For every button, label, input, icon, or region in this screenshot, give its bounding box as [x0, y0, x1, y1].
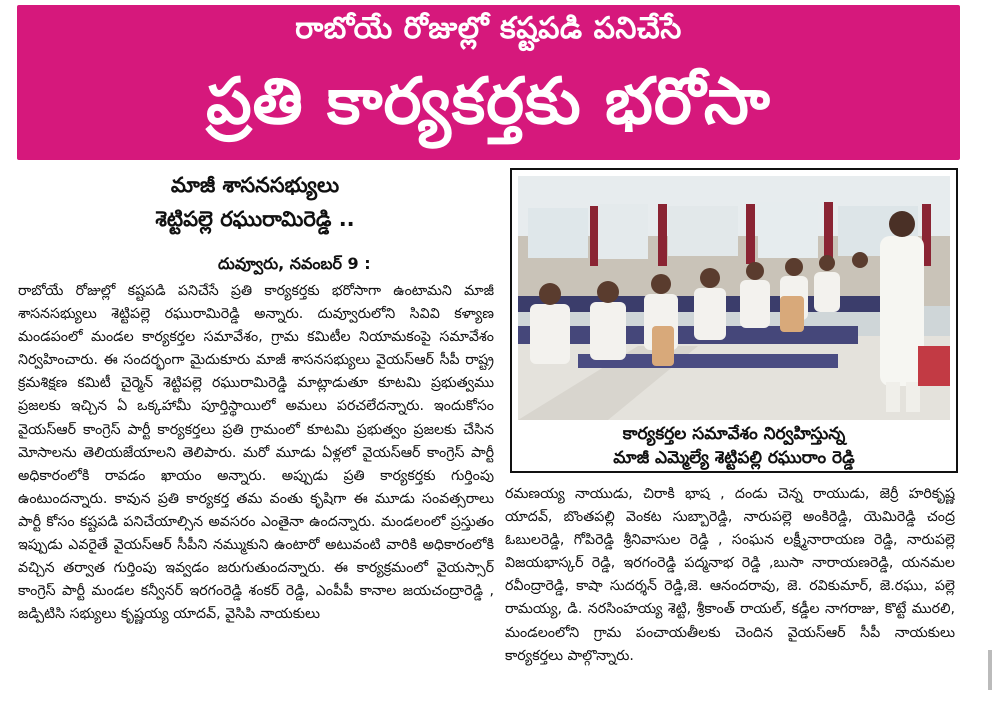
- photo-caption-line-2: మాజీ ఎమ్మెల్యే శెట్టిపల్లి రఘురాం రెడ్డి: [613, 448, 855, 468]
- news-photo-frame: [510, 168, 958, 473]
- dateline: దువ్వూరు, నవంబర్ 9 :: [218, 254, 371, 273]
- headline-kicker: రాబోయే రోజుల్లో కష్టపడి పనిచేసే: [295, 11, 682, 46]
- byline-line-2: శెట్టిపల్లె రఘురామిరెడ్డి ..: [155, 207, 355, 231]
- article-paragraph-left: రాబోయే రోజుల్లో కష్టపడి పనిచేసే ప్రతి కార్యకర్తకు భరోసాగా ఉంటామని మాజీ శాసనసభ్యులు శెట్టిపల్లె రఘురామిరెడ్డి అన్నారు. దువ్వూరులోని సివివి కళ్యాణ మండపంలో మండల కార్యకర్తల సమావేశం, గ్రామ కమిటీల నియామకంపై సమావేశం నిర్వహించారు. ఈ సందర్భంగా మైదుకూరు మాజీ శాసనసభ్యులు వైయస్ఆర్ సీపీ రాష్ట్ర క్రమశిక్షణ కమిటీ చైర్మెన్ శెట్టిపల్లె రఘురామిరెడ్డి మాట్లాడుతూ కూటమి ప్రభుత్వము ప్రజలకు ఇచ్చిన ఏ ఒక్కహామీ పూర్తిస్థాయిలో అమలు పరచలేదన్నారు. ఇందుకోసం వైయస్ఆర్ కాంగ్రెస్ పార్టీ కార్యకర్తలు ప్రతి గ్రామంలో కూటమి ప్రభుత్వం ప్రజలకు చేసిన మోసాలను తెలియజేయాలని తెలిపారు. మరో మూడు ఏళ్లలో వైయస్ఆర్ కాంగ్రెస్ పార్టీ అధికారంలోకి రావడం ఖాయం అన్నారు. అప్పుడు ప్రతి కార్యకర్తకు గుర్తింపు ఉంటుందన్నారు. కావున ప్రతి కార్యకర్త తమ వంతు కృషిగా ఈ మూడు సంవత్సరాలు పార్టీ కోసం కష్టపడి పనిచేయాల్సిన అవసరం ఎంతైనా ఉందన్నారు. మండలంలో ప్రస్తుతం ఇప్పుడు ఎవరైతే వైయస్ఆర్ సీపీని నమ్ముకుని ఉంటారో అటువంటి వారికి అధికారంలోకి వచ్చిన తర్వాత గుర్తింపు ఇవ్వడం జరుగుతుందన్నారు. ఈ కార్యక్రమంలో వైయస్సార్ కాంగ్రెస్ పార్టీ మండల కన్వీనర్ ఇరగంరెడ్డి శంకర్ రెడ్డి, ఎంపీపీ కానాల జయచంద్రారెడ్డి , జడ్పిటిసి సభ్యులు కృష్ణయ్య యాదవ్, వైసిపి నాయకులు: [18, 283, 494, 623]
- meeting-photo-illustration: [518, 176, 950, 420]
- byline: [20, 168, 490, 236]
- photo-caption: [512, 422, 956, 470]
- headline-banner: [17, 5, 960, 160]
- page-edge-mark: [988, 650, 992, 690]
- photo-caption-line-1: కార్యకర్తల సమావేశం నిర్వహిస్తున్న: [622, 424, 846, 444]
- article-body-left-column: [18, 280, 494, 710]
- byline-line-1: మాజీ శాసనసభ్యులు: [170, 173, 340, 197]
- meeting-photo: [518, 176, 950, 420]
- article-body-right-column: [505, 483, 955, 711]
- article-paragraph-right: రమణయ్య నాయుడు, చిరాకి భాష , దండు చెన్న రాయుడు, జెర్రీ హరికృష్ణ యాదవ్, బొంతపల్లి వెంకట సుబ్బారెడ్డి, నారుపల్లె అంకిరెడ్డి, యెమిరెడ్డి చంద్ర ఓబులరెడ్డి, గోపిరెడ్డి శ్రీనివాసుల రెడ్డి , సంఘన లక్ష్మీనారాయణ రెడ్డి, నారుపల్లె విజయభాస్కర్ రెడ్డి, ఇరగంరెడ్డి పద్మనాభ రెడ్డి ,బుసా నారాయణరెడ్డి, యనమల రవీంద్రారెడ్డి, కాషా సుదర్శన్ రెడ్డి,జె. ఆనందరావు, జె. రవికుమార్, జె.రఘు, పల్లె రామయ్య, డి. నరసింహయ్య శెట్టి, శ్రీకాంత్ రాయల్, కడ్డీల నాగరాజు, కొట్టే మురలి, మండలంలోని గ్రామ పంచాయతీలకు చెందిన వైయస్ఆర్ సీపీ నాయకులు కార్యకర్తలు పాల్గొన్నారు.: [505, 486, 955, 664]
- headline-title: ప్రతి కార్యకర్తకు భరోసా: [206, 65, 771, 139]
